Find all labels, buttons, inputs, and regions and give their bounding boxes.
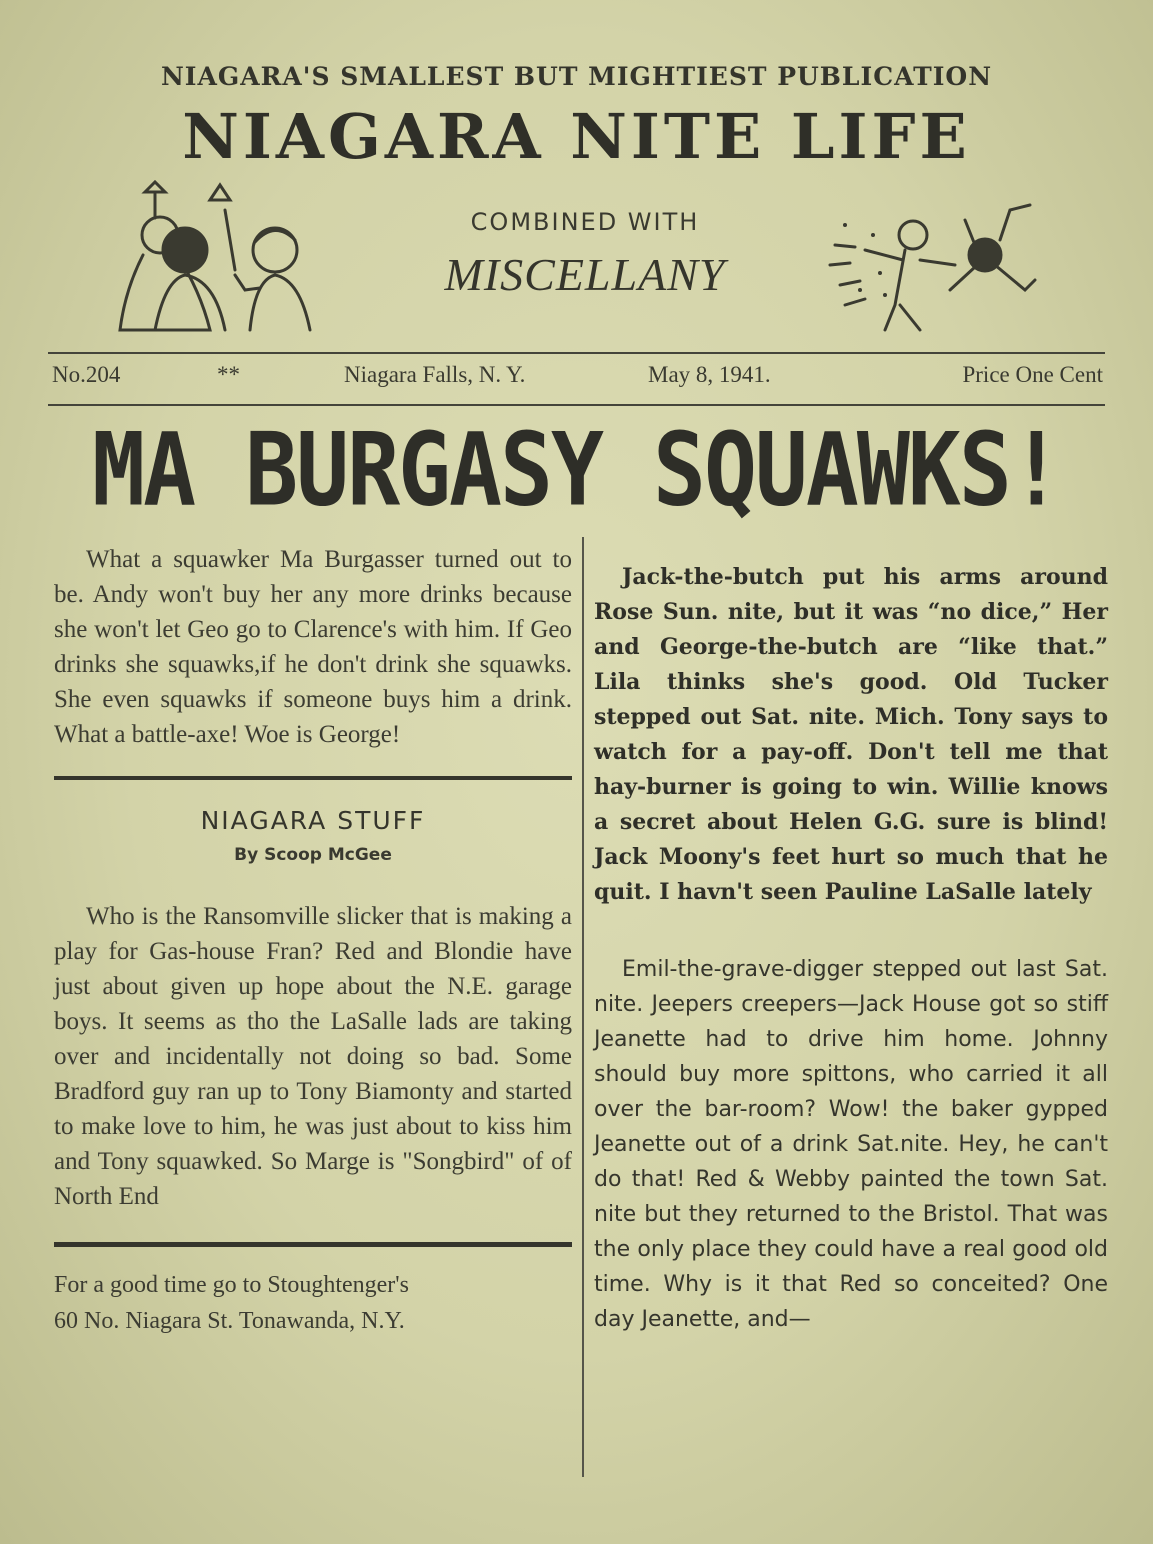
headline: MA BURGASY SQUAWKS!: [92, 410, 1061, 529]
left-column: [54, 540, 572, 1339]
dateline-place: Niagara Falls, N. Y.: [344, 362, 526, 387]
section-divider: [54, 776, 572, 780]
dateline-date: May 8, 1941.: [648, 362, 771, 387]
issue-number: No.204: [52, 362, 121, 387]
dateline: [52, 360, 1103, 396]
ad-line-1: For a good time go to Stoughtenger's: [54, 1272, 409, 1298]
dateline-rule: [48, 404, 1105, 406]
section-title: NIAGARA STUFF: [200, 806, 426, 835]
lead-paragraph: What a squawker Ma Burgasser turned out to be. Andy won't buy her any more drinks because she won't let Geo go to Clarence's with him. If Geo drinks she squawks,if he don't drink she squawks. She even squawks if someone buys him a drink. What a battle-axe! Woe is George!: [54, 546, 572, 748]
ad-divider: [54, 1242, 572, 1247]
stuff-paragraph: Who is the Ransomville slicker that is making a play for Gas-house Fran? Red and Blondie have just about given up hope about the N.E. garage boys. It seems as tho the LaSalle lads are taking over and incidentally not doing so bad. Some Bradford guy ran up to Tony Biamonty and started to make love to him, he was just about to kiss him and Tony squawked. So Marge is "Songbird" of of North End: [54, 903, 572, 1210]
right-column: [594, 560, 1108, 1337]
gossip-paragraph: Jack-the-butch put his arms around Rose Sun. nite, but it was “no dice,” Her and George-the-butch are “like that.” Lila thinks she's good. Old Tucker stepped out Sat. nite. Mich. Tony says to watch for a pay-off. Don't tell me that hay-burner is going to win. Willie knows a secret about Helen G.G. sure is blind! Jack Moony's feet hurt so much that he quit. I havn't seen Pauline LaSalle lately: [594, 564, 1108, 905]
party-revelers-illustration: [115, 180, 325, 340]
tagline: NIAGARA'S SMALLEST BUT MIGHTIEST PUBLICATION: [160, 62, 993, 91]
column-rule: [582, 537, 584, 1477]
byline: By Scoop McGee: [234, 845, 392, 865]
issue-stars: **: [217, 362, 240, 387]
second-gossip-paragraph: Emil-the-grave-digger stepped out last Sat. nite. Jeepers creepers—Jack House got so stiff Jeanette had to drive him home. Johnny should buy more spittons, who carried it all over the bar-room? Wow! the baker gypped Jeanette out of a drink Sat.nite. Hey, he can't do that! Red & Webby painted the town Sat. nite but they returned to the Bristol. That was the only place they could have a real good old time. Why is it that Red so conceited? One day Jeanette, and—: [594, 957, 1108, 1332]
top-rule: [48, 352, 1105, 354]
miscellany-title: MISCELLANY: [444, 249, 726, 300]
bouncer-throwing-man-illustration: [825, 195, 1040, 335]
masthead-title: NIAGARA NITE LIFE: [182, 100, 971, 173]
combined-with-label: COMBINED WITH: [470, 208, 700, 236]
price: Price One Cent: [962, 362, 1103, 387]
ad-line-2: 60 No. Niagara St. Tonawanda, N.Y.: [54, 1308, 405, 1334]
